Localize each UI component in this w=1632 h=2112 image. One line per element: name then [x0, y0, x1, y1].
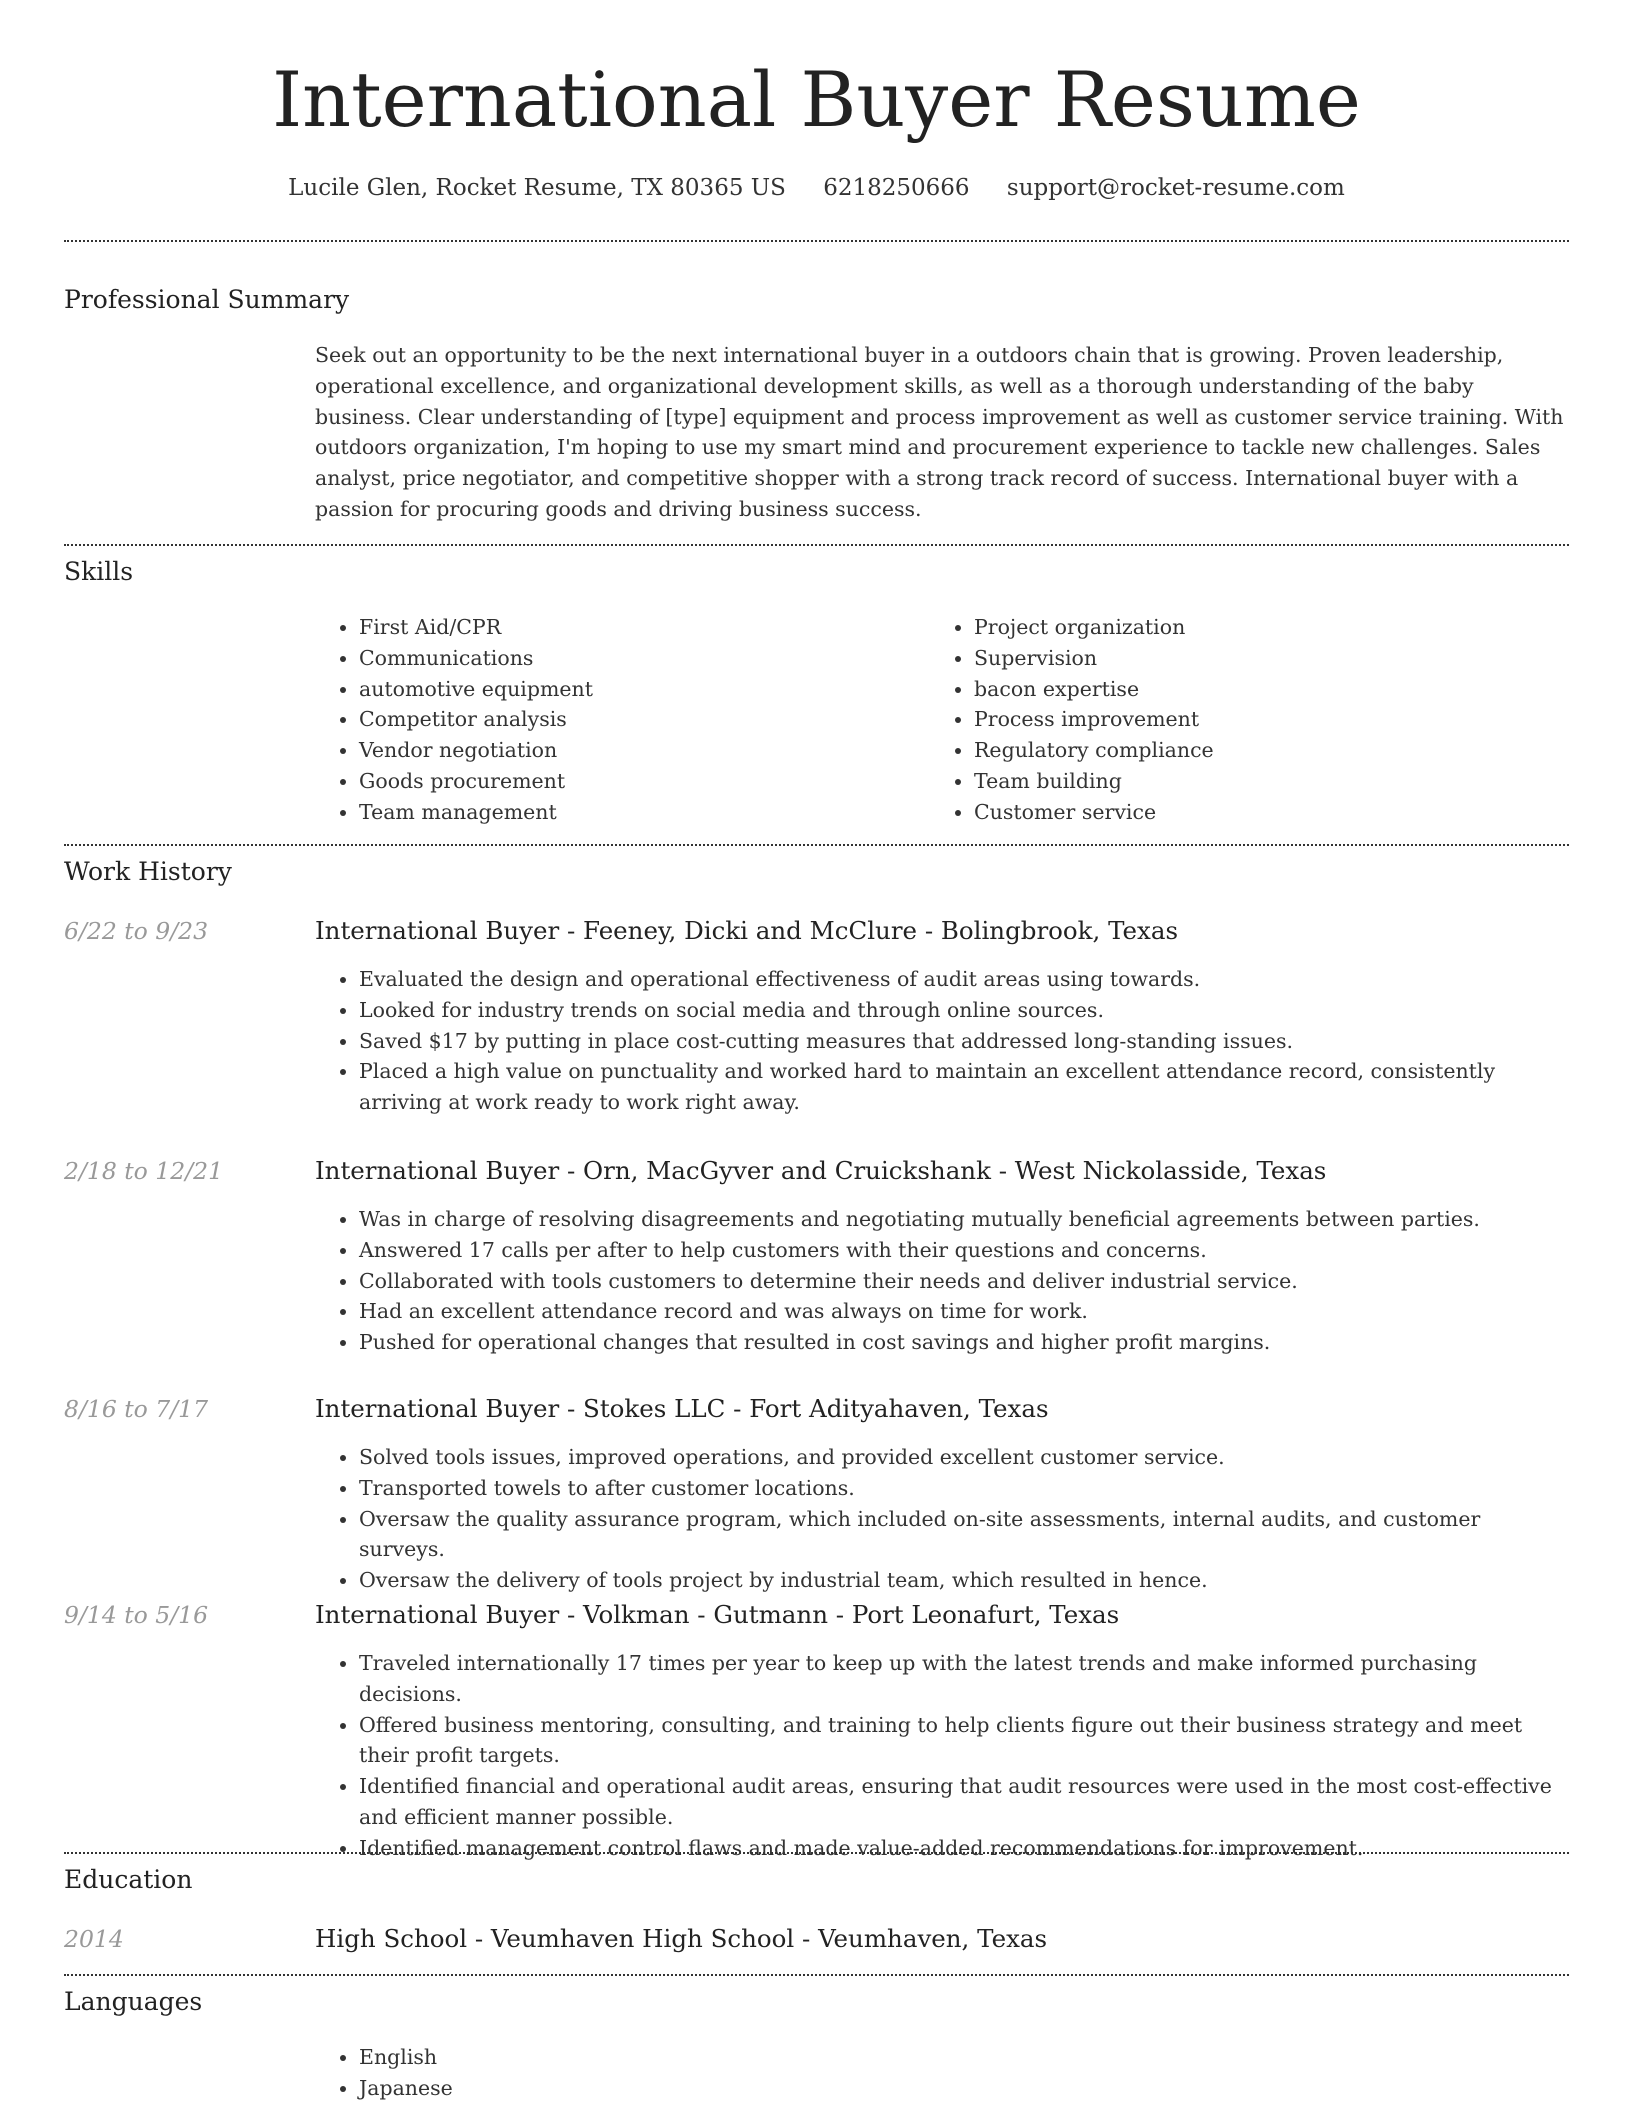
job-dates: 2/18 to 12/21: [64, 1157, 224, 1185]
divider: [64, 240, 1569, 242]
divider: [64, 544, 1569, 546]
skill-item: • Team management: [359, 797, 915, 828]
job-title: International Buyer - Stokes LLC - Fort Adityahaven, Texas: [315, 1394, 1049, 1423]
education-heading: Education: [64, 1865, 193, 1894]
language-item: • English: [359, 2042, 1570, 2073]
job-title: International Buyer - Feeney, Dicki and McClure - Bolingbrook, Texas: [315, 916, 1179, 945]
job-bullets: [315, 1648, 1570, 1864]
job-dates: 9/14 to 5/16: [64, 1601, 209, 1629]
skill-item: • automotive equipment: [359, 674, 915, 705]
skill-item: • Customer service: [974, 797, 1530, 828]
job-bullet: • Traveled internationally 17 times per year to keep up with the latest trends and make informed purchasing decisions.: [359, 1648, 1570, 1710]
work-heading: Work History: [64, 857, 232, 886]
job-bullet: • Placed a high value on punctuality and worked hard to maintain an excellent attendance record, consistently arriving at work ready to work right away.: [359, 1056, 1570, 1118]
job-bullets: [315, 964, 1570, 1118]
skills-heading: Skills: [64, 557, 134, 586]
skills-left-column: [315, 612, 915, 828]
job-bullet: • Saved $17 by putting in place cost-cutting measures that addressed long-standing issues.: [359, 1026, 1570, 1057]
job-bullet: • Was in charge of resolving disagreements and negotiating mutually beneficial agreements between parties.: [359, 1204, 1570, 1235]
job-dates: 6/22 to 9/23: [64, 917, 209, 945]
job-bullets: [315, 1204, 1570, 1358]
divider: [64, 844, 1569, 846]
job-title: International Buyer - Volkman - Gutmann - Port Leonafurt, Texas: [315, 1600, 1120, 1629]
job-bullet: • Identified management control flaws and made value-added recommendations for improvement.: [359, 1833, 1570, 1864]
skill-item: • Vendor negotiation: [359, 735, 915, 766]
contact-address: Lucile Glen, Rocket Resume, TX 80365 US: [288, 175, 786, 201]
job-bullet: • Oversaw the quality assurance program, which included on-site assessments, internal audits, and customer surveys.: [359, 1504, 1570, 1566]
job-bullet: • Offered business mentoring, consulting, and training to help clients figure out their business strategy and meet their profit targets.: [359, 1710, 1570, 1772]
job-bullets: [315, 1442, 1570, 1596]
job-bullet: • Transported towels to after customer locations.: [359, 1473, 1570, 1504]
job-bullet: • Had an excellent attendance record and was always on time for work.: [359, 1296, 1570, 1327]
resume-title: International Buyer Resume: [272, 55, 1361, 144]
job-title: International Buyer - Orn, MacGyver and Cruickshank - West Nickolasside, Texas: [315, 1156, 1327, 1185]
job-bullet: • Answered 17 calls per after to help customers with their questions and concerns.: [359, 1235, 1570, 1266]
skill-item: • Project organization: [974, 612, 1530, 643]
job-dates: 8/16 to 7/17: [64, 1395, 209, 1423]
skills-right-column: [930, 612, 1530, 828]
job-bullet: • Oversaw the delivery of tools project by industrial team, which resulted in hence.: [359, 1565, 1570, 1596]
skill-item: • Team building: [974, 766, 1530, 797]
skill-item: • First Aid/CPR: [359, 612, 915, 643]
job-bullet: • Looked for industry trends on social media and through online sources.: [359, 995, 1570, 1026]
skill-item: • Supervision: [974, 643, 1530, 674]
summary-heading: Professional Summary: [64, 285, 350, 314]
languages-list: [315, 2042, 1570, 2104]
skill-item: • Competitor analysis: [359, 704, 915, 735]
job-bullet: • Evaluated the design and operational effectiveness of audit areas using towards.: [359, 964, 1570, 995]
skill-item: • bacon expertise: [974, 674, 1530, 705]
education-entry: High School - Veumhaven High School - Veumhaven, Texas: [315, 1924, 1048, 1953]
job-bullet: • Collaborated with tools customers to determine their needs and deliver industrial service.: [359, 1266, 1570, 1297]
divider: [64, 1974, 1569, 1976]
contact-phone: 6218250666: [823, 175, 970, 201]
divider: [64, 1852, 1569, 1854]
languages-heading: Languages: [64, 1987, 203, 2016]
language-item: • Japanese: [359, 2073, 1570, 2104]
skill-item: • Process improvement: [974, 704, 1530, 735]
education-year: 2014: [64, 1925, 124, 1953]
job-bullet: • Solved tools issues, improved operations, and provided excellent customer service.: [359, 1442, 1570, 1473]
contact-line: [64, 172, 1569, 204]
skill-item: • Communications: [359, 643, 915, 674]
job-bullet: • Pushed for operational changes that resulted in cost savings and higher profit margins.: [359, 1327, 1570, 1358]
summary-text: Seek out an opportunity to be the next international buyer in a outdoors chain that is growing. Proven leadership, operational excellence, and organizational development skills, as well as a thorough understanding of the baby business. Clear understanding of [type] equipment and process improvement as well as customer service training. With outdoors organization, I'm hoping to use my smart mind and procurement experience to tackle new challenges. Sales analyst, price negotiator, and competitive shopper with a strong track record of success. International buyer with a passion for procuring goods and driving business success.: [315, 343, 1564, 521]
skill-item: • Regulatory compliance: [974, 735, 1530, 766]
job-bullet: • Identified financial and operational audit areas, ensuring that audit resources were used in the most cost-effective and efficient manner possible.: [359, 1771, 1570, 1833]
skill-item: • Goods procurement: [359, 766, 915, 797]
contact-email: support@rocket-resume.com: [1006, 175, 1345, 201]
